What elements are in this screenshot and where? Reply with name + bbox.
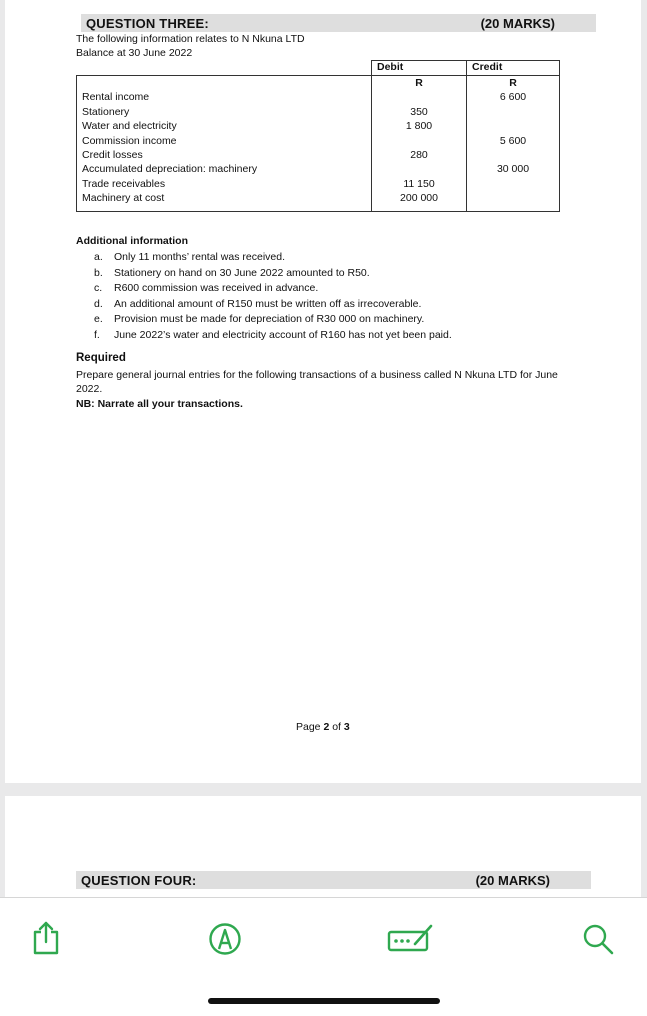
credit-header: Credit <box>467 61 560 76</box>
list-item-text: Stationery on hand on 30 June 2022 amounted to R50. <box>114 266 370 279</box>
required-text-line2: 2022. <box>76 383 103 395</box>
debit-unit: R <box>415 77 423 89</box>
list-item <box>94 312 452 328</box>
question-title: QUESTION THREE: <box>86 16 209 31</box>
question-four-header <box>76 871 591 889</box>
list-item <box>94 297 452 313</box>
question-marks: (20 MARKS) <box>480 16 555 31</box>
list-item <box>94 250 452 266</box>
markup-icon[interactable] <box>208 922 242 961</box>
table-cell-debit: 200 000 <box>400 192 438 205</box>
table-row-item: Credit losses <box>82 148 143 161</box>
item-column <box>77 76 372 212</box>
table-cell-debit: 1 800 <box>405 120 433 133</box>
table-row-item: Trade receivables <box>82 177 166 190</box>
list-item-text: June 2022’s water and electricity account of R160 has not yet been paid. <box>114 328 452 341</box>
debit-column <box>372 76 467 212</box>
table-row-item: Water and electricity <box>82 120 177 133</box>
table-cell-debit <box>372 162 466 176</box>
credit-column <box>467 76 560 212</box>
table-cell-credit <box>467 119 559 133</box>
nb-note: NB: Narrate all your transactions. <box>76 398 243 410</box>
list-item-text: Only 11 months’ rental was received. <box>114 251 285 263</box>
table-cell-debit <box>372 134 466 148</box>
table-cell-credit <box>467 148 559 162</box>
required-heading: Required <box>76 352 126 364</box>
list-item-text: R600 commission was received in advance. <box>114 282 319 295</box>
debit-header: Debit <box>372 61 467 76</box>
table-cell-credit <box>467 105 559 119</box>
table-cell-credit <box>467 177 559 191</box>
list-item <box>94 328 452 344</box>
additional-info-list <box>94 250 452 344</box>
list-item-letter: b. <box>94 266 103 279</box>
share-icon[interactable] <box>31 920 61 961</box>
list-item-text: An additional amount of R150 must be written off as irrecoverable. <box>114 297 422 310</box>
document-page-next <box>5 796 641 906</box>
table-row-item: Machinery at cost <box>82 192 165 205</box>
list-item-letter: c. <box>94 282 103 295</box>
list-item-letter: d. <box>94 297 103 310</box>
list-item-letter: a. <box>94 251 103 263</box>
intro-text: The following information relates to N Nkuna LTD <box>76 33 305 45</box>
table-row-item: Accumulated depreciation: machinery <box>82 163 258 176</box>
list-item-letter: e. <box>94 313 103 326</box>
additional-info-heading: Additional information <box>76 235 188 247</box>
list-item-letter: f. <box>94 328 100 341</box>
table-cell-debit: 350 <box>410 105 428 118</box>
question-three-header <box>81 14 596 32</box>
required-text-line1: Prepare general journal entries for the following transactions of a business called N Nkuna LTD for June <box>76 369 558 381</box>
list-item <box>94 266 452 282</box>
table-row-item: Rental income <box>82 91 150 104</box>
table-cell-credit: 5 600 <box>499 134 527 147</box>
table-cell-credit <box>467 191 559 205</box>
signature-icon[interactable] <box>387 922 437 959</box>
table-cell-debit <box>372 90 466 104</box>
table-row-item: Stationery <box>82 105 130 118</box>
table-cell-debit: 280 <box>410 148 428 161</box>
table-cell-credit: 6 600 <box>499 91 527 104</box>
question-title: QUESTION FOUR: <box>81 873 197 888</box>
table-row-item: Commission income <box>82 134 177 147</box>
list-item <box>94 281 452 297</box>
list-item-text: Provision must be made for depreciation of R30 000 on machinery. <box>114 313 425 326</box>
bottom-toolbar <box>0 897 647 1016</box>
balance-date: Balance at 30 June 2022 <box>76 47 193 59</box>
question-marks: (20 MARKS) <box>475 873 550 888</box>
page-number: Page 2 of 3 <box>296 721 350 733</box>
home-indicator[interactable] <box>208 998 440 1004</box>
balance-table <box>76 60 560 212</box>
credit-unit: R <box>509 77 517 89</box>
search-icon[interactable] <box>581 922 615 961</box>
table-cell-debit: 11 150 <box>403 177 435 190</box>
table-cell-credit: 30 000 <box>496 163 530 176</box>
